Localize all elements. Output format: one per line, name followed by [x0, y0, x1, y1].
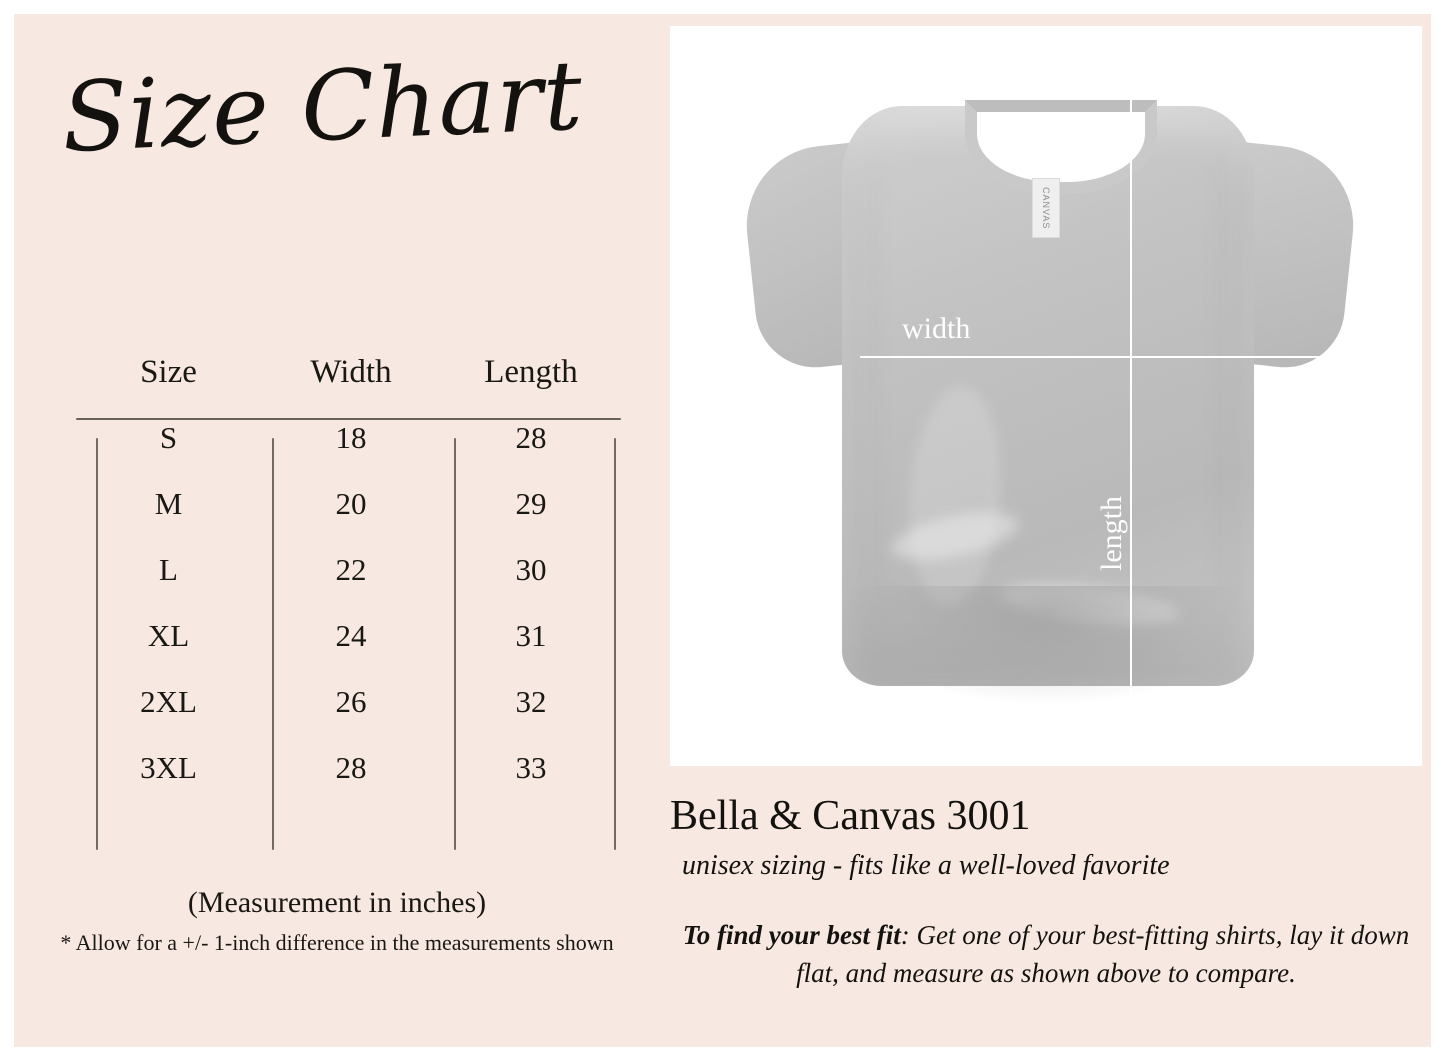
table-header-row	[76, 354, 621, 405]
width-measure-line	[860, 356, 1420, 358]
cell-width: 22	[335, 552, 367, 587]
cell-width: 28	[335, 750, 367, 785]
measurement-tolerance-note: * Allow for a +/- 1-inch difference in the measurements shown	[60, 930, 614, 955]
table-row	[76, 735, 621, 801]
cell-length: 31	[515, 618, 547, 653]
table-row	[76, 405, 621, 471]
fit-instructions-text: : Get one of your best-fitting shirts, lay it down flat, and measure as shown above to compare.	[796, 920, 1410, 989]
fit-instructions	[670, 916, 1422, 993]
frame-edge-right	[1431, 0, 1445, 1061]
column-header-length: Length	[484, 354, 578, 390]
fit-instructions-label: To find your best fit	[682, 920, 901, 950]
length-label: length	[1095, 496, 1128, 571]
cell-length: 33	[515, 750, 547, 785]
cell-size: 3XL	[140, 750, 197, 785]
left-panel	[14, 14, 660, 1047]
brand-tag: CANVAS	[1032, 178, 1060, 238]
cell-length: 29	[515, 486, 547, 521]
frame-edge-bottom	[0, 1047, 1445, 1061]
cell-width: 18	[335, 420, 367, 455]
size-table-wrapper	[76, 354, 621, 801]
cell-width: 26	[335, 684, 367, 719]
cell-size: 2XL	[140, 684, 197, 719]
product-photo	[670, 26, 1422, 766]
measurement-units-note: (Measurement in inches)	[187, 886, 487, 919]
cell-size: L	[159, 552, 178, 587]
cell-length: 28	[515, 420, 547, 455]
cell-width: 24	[335, 618, 367, 653]
length-measure-line	[1130, 46, 1132, 746]
width-label: width	[902, 312, 971, 345]
size-table	[76, 354, 621, 801]
cell-size: M	[154, 486, 183, 521]
cell-width: 20	[335, 486, 367, 521]
product-title: Bella & Canvas 3001	[670, 793, 1031, 839]
tshirt-hem-shadow	[842, 586, 1254, 706]
page-title: Size Chart	[59, 39, 586, 174]
table-row	[76, 669, 621, 735]
column-header-size: Size	[140, 354, 197, 390]
frame-edge-top	[0, 0, 1445, 14]
product-subtitle: unisex sizing - fits like a well-loved favorite	[682, 850, 1170, 881]
cell-size: S	[159, 420, 178, 455]
table-row	[76, 603, 621, 669]
tshirt-illustration	[750, 86, 1350, 706]
frame-edge-left	[0, 0, 14, 1061]
table-row	[76, 537, 621, 603]
cell-length: 30	[515, 552, 547, 587]
cell-size: XL	[147, 618, 190, 653]
right-panel	[662, 14, 1431, 1047]
table-row	[76, 471, 621, 537]
cell-length: 32	[515, 684, 547, 719]
column-header-width: Width	[310, 354, 392, 390]
